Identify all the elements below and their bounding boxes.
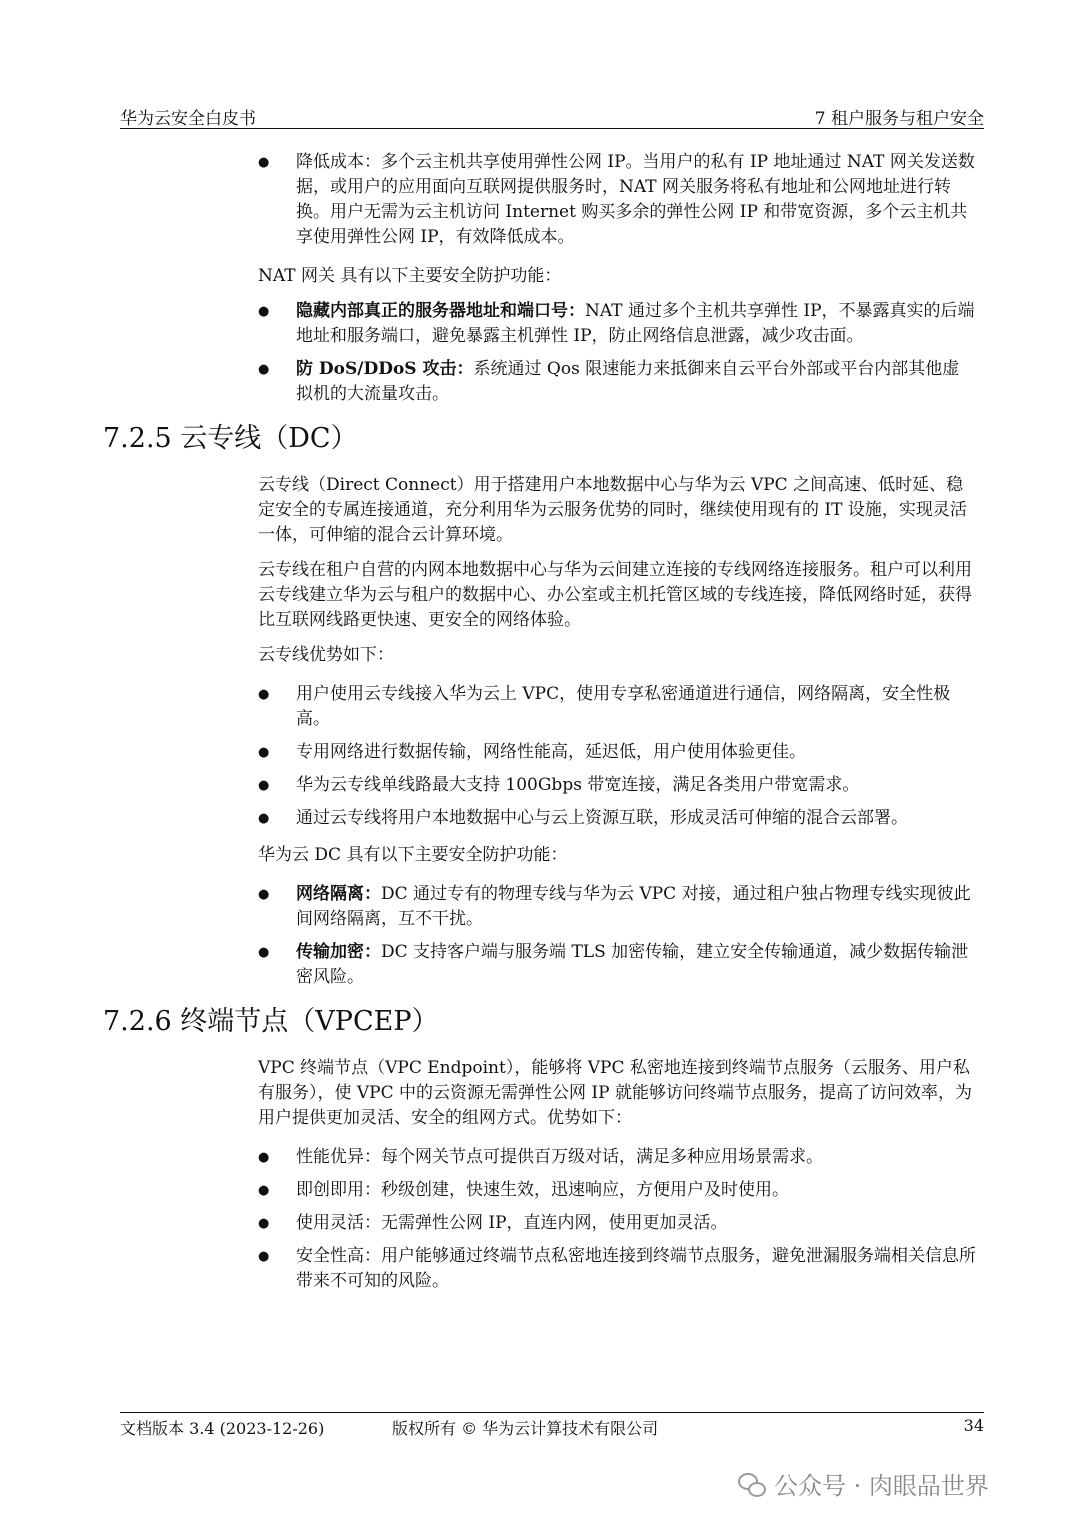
section-heading-vpcep: 7.2.6 终端节点（VPCEP） xyxy=(103,1006,439,1037)
bullet-label: 传输加密： xyxy=(296,942,381,962)
watermark-text: 公众号 · 肉眼品世界 xyxy=(774,1472,989,1500)
list-item xyxy=(296,773,976,798)
bullet-text: 华为云专线单线路最大支持 100Gbps 带宽连接，满足各类用户带宽需求。 xyxy=(296,775,860,795)
bullet-text: 即创即用：秒级创建，快速生效，迅速响应，方便用户及时使用。 xyxy=(296,1180,789,1200)
bullet-text: 专用网络进行数据传输，网络性能高，延迟低，用户使用体验更佳。 xyxy=(296,742,806,762)
bullet-text: NAT 通过多个主机共享弹性 IP，不暴露真实的后端地址和服务端口，避免暴露主机弹性 IP，防止网络信息泄露，减少攻击面。 xyxy=(296,301,975,346)
page-footer xyxy=(120,1412,984,1439)
page-content xyxy=(0,150,1080,1302)
section-heading-dc: 7.2.5 云专线（DC） xyxy=(103,423,358,454)
paragraph: 云专线优势如下： xyxy=(258,645,394,665)
watermark xyxy=(738,1466,989,1501)
list-item xyxy=(296,806,976,831)
list-item xyxy=(296,1244,976,1294)
list-item xyxy=(296,357,976,407)
paragraph: 华为云 DC 具有以下主要安全防护功能： xyxy=(258,845,568,865)
page-header xyxy=(120,104,984,129)
bullet-text: 用户使用云专线接入华为云上 VPC，使用专享私密通道进行通信，网络隔离，安全性极高。 xyxy=(296,684,951,729)
header-doc-title: 华为云安全白皮书 xyxy=(120,109,256,129)
list-item xyxy=(296,882,976,932)
bullet-text: 使用灵活：无需弹性公网 IP，直连内网，使用更加灵活。 xyxy=(296,1213,728,1233)
header-chapter-title: 7 租户服务与租户安全 xyxy=(814,109,984,129)
list-item xyxy=(296,940,976,990)
bullet-text: 系统通过 Qos 限速能力来抵御来自云平台外部或平台内部其他虚拟机的大流量攻击。 xyxy=(296,359,960,404)
paragraph: VPC 终端节点（VPC Endpoint），能够将 VPC 私密地连接到终端节点服务（云服务、用户私有服务），使 VPC 中的云资源无需弹性公网 IP 就能够访问终端节点服务，提高了访问效率，为用户提供更加灵活、安全的组网方式。优势如下： xyxy=(258,1058,972,1128)
list-item xyxy=(296,682,976,732)
bullet-label: 隐藏内部真正的服务器地址和端口号： xyxy=(296,301,585,321)
list-item xyxy=(296,150,976,250)
paragraph: 云专线在租户自营的内网本地数据中心与华为云间建立连接的专线网络连接服务。租户可以利用云专线建立华为云与租户的数据中心、办公室或主机托管区域的专线连接，降低网络时延，获得比互联网线路更快速、更安全的网络体验。 xyxy=(258,560,972,630)
bullet-text: 安全性高：用户能够通过终端节点私密地连接到终端节点服务，避免泄漏服务端相关信息所带来不可知的风险。 xyxy=(296,1246,976,1291)
bullet-text: 通过云专线将用户本地数据中心与云上资源互联，形成灵活可伸缩的混合云部署。 xyxy=(296,808,908,828)
bullet-label: 防 DoS/DDoS 攻击： xyxy=(296,359,474,379)
paragraph: 云专线（Direct Connect）用于搭建用户本地数据中心与华为云 VPC 之间高速、低时延、稳定安全的专属连接通道，充分利用华为云服务优势的同时，继续使用现有的 IT 设施，实现灵活一体，可伸缩的混合云计算环境。 xyxy=(258,475,967,545)
list-item xyxy=(296,1145,976,1170)
bullet-text: 性能优异：每个网关节点可提供百万级对话，满足多种应用场景需求。 xyxy=(296,1147,823,1167)
bullet-text: DC 支持客户端与服务端 TLS 加密传输，建立安全传输通道，减少数据传输泄密风险。 xyxy=(296,942,969,987)
list-item xyxy=(296,299,976,349)
paragraph: NAT 网关 具有以下主要安全防护功能： xyxy=(258,266,562,286)
list-item xyxy=(296,740,976,765)
footer-copyright: 版权所有 © 华为云计算技术有限公司 xyxy=(392,1419,659,1438)
wechat-icon xyxy=(738,1471,766,1497)
bullet-label: 网络隔离： xyxy=(296,884,381,904)
bullet-text: DC 通过专有的物理专线与华为云 VPC 对接，通过租户独占物理专线实现彼此间网络隔离，互不干扰。 xyxy=(296,884,971,929)
list-item xyxy=(296,1211,976,1236)
list-item xyxy=(296,1178,976,1203)
footer-version: 文档版本 3.4 (2023-12-26) xyxy=(120,1419,325,1438)
bullet-text: 降低成本：多个云主机共享使用弹性公网 IP。当用户的私有 IP 地址通过 NAT 网关发送数据，或用户的应用面向互联网提供服务时，NAT 网关服务将私有地址和公网地址进行转换。用户无需为云主机访问 Internet 购买多余的弹性公网 IP 和带宽资源，多个云主机共享使用弹性公网 IP，有效降低成本。 xyxy=(296,152,975,247)
page-number: 34 xyxy=(963,1416,984,1435)
